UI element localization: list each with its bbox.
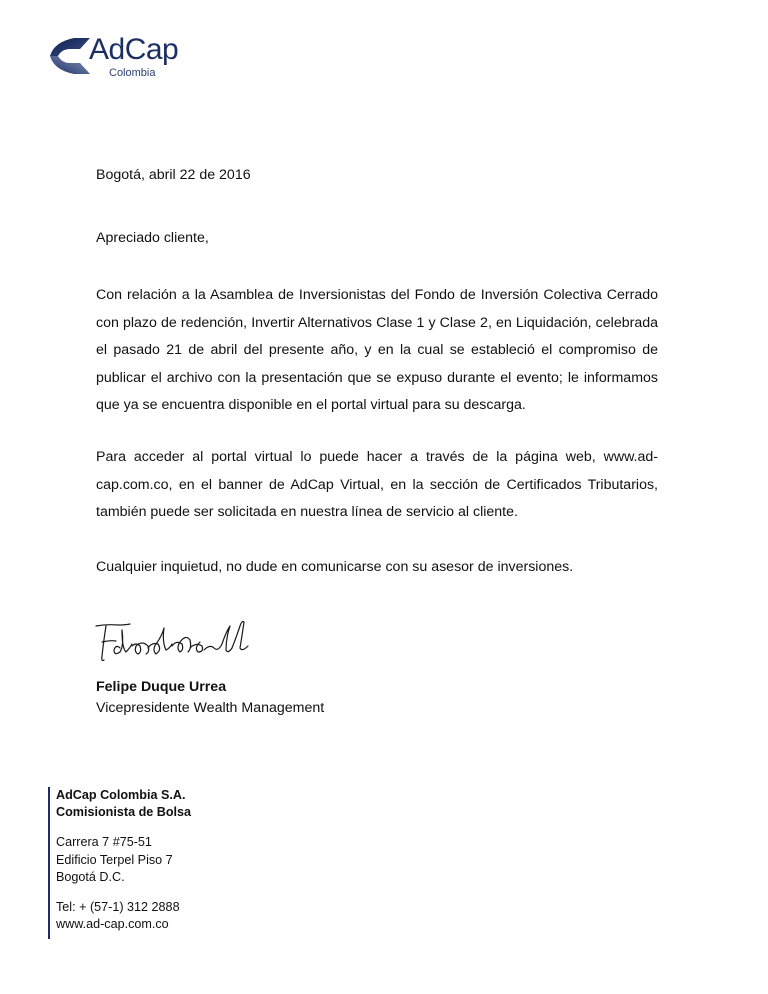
footer-spacer xyxy=(56,821,306,834)
letter-paragraph-1: Con relación a la Asamblea de Inversionistas del Fondo de Inversión Colectiva Cerrado con plazo de redención, Invertir Alternativos Clase 1 y Clase 2, en Liquidación, celebrada el pasado 21 de abril del presente año, y en la cual se estableció el compromiso de publicar el archivo con la presentación que se expuso durante el evento; le informamos que ya se encuentra disponible en el portal virtual para su descarga. xyxy=(96,287,658,414)
logo-wordmark: AdCap xyxy=(89,33,179,66)
letter-salutation: Apreciado cliente, xyxy=(96,230,209,246)
footer-contact-block xyxy=(48,787,306,939)
letter-paragraph-2: Para acceder al portal virtual lo puede hacer a través de la página web, www.ad-cap.com.co, en el banner de AdCap Virtual, en la sección de Certificados Tributarios, también puede ser solicitada en nuestra línea de servicio al cliente. xyxy=(96,449,658,521)
signer-name: Felipe Duque Urrea xyxy=(96,679,227,695)
footer-phone: Tel: + (57-1) 312 2888 xyxy=(56,900,180,915)
signer-title: Vicepresidente Wealth Management xyxy=(96,700,325,716)
company-logo xyxy=(44,33,184,80)
footer-address-line-1: Carrera 7 #75-51 xyxy=(56,835,152,850)
footer-role: Comisionista de Bolsa xyxy=(56,805,192,820)
footer-address-line-2: Edificio Terpel Piso 7 xyxy=(56,852,173,867)
letter-date: Bogotá, abril 22 de 2016 xyxy=(96,167,251,183)
logo-subtitle: Colombia xyxy=(109,67,156,79)
adcap-logo-icon xyxy=(44,36,90,76)
signature-image xyxy=(92,608,252,674)
footer-company: AdCap Colombia S.A. xyxy=(56,788,186,802)
letter-closing: Cualquier inquietud, no dude en comunicarse con su asesor de inversiones. xyxy=(96,559,574,575)
footer-city: Bogotá D.C. xyxy=(56,869,125,884)
footer-website[interactable]: www.ad-cap.com.co xyxy=(56,917,169,932)
footer-spacer xyxy=(56,886,306,899)
